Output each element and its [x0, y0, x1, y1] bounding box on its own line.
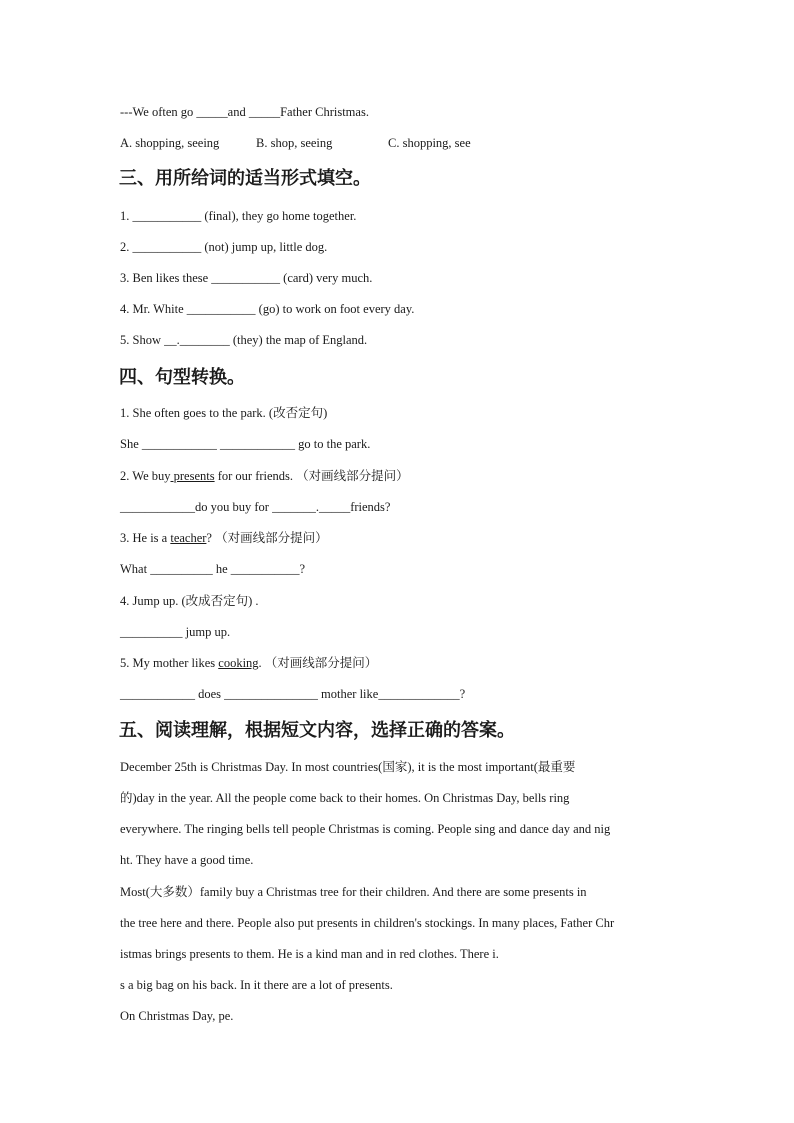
s4-q5-pre: 5. My mother likes	[120, 656, 219, 670]
passage-line: the tree here and there. People also put presents in children's stockings. In many places, Father Chr	[120, 916, 615, 930]
option-c: C. shopping, see	[388, 136, 471, 150]
s4-q5-post: . （对画线部分提问）	[258, 656, 378, 670]
s4-q1: 1. She often goes to the park. (改否定句)	[120, 406, 328, 420]
section-3-heading: 三、用所给词的适当形式填空。	[119, 168, 371, 189]
option-a: A. shopping, seeing	[120, 136, 220, 150]
option-b: B. shop, seeing	[256, 136, 333, 150]
section-4-heading: 四、句型转换。	[119, 367, 245, 388]
s4-q3-answer: What __________ he ___________?	[120, 562, 306, 576]
s4-q2-answer: ____________do you buy for _______._____friends?	[120, 500, 391, 514]
s4-q2	[120, 468, 409, 484]
s4-q2-post: for our friends. （对画线部分提问）	[214, 469, 409, 483]
s4-q4: 4. Jump up. (改成否定句) .	[120, 594, 259, 608]
s3-item-1: 1. ___________ (final), they go home together.	[120, 209, 357, 223]
passage-line: s a big bag on his back. In it there are a lot of presents.	[120, 978, 393, 992]
s4-q5-underlined: cooking	[218, 656, 259, 670]
s4-q2-underlined: presents	[170, 469, 215, 483]
passage-line: Most(大多数）family buy a Christmas tree for their children. And there are some presents in	[120, 885, 587, 899]
s3-item-2: 2. ___________ (not) jump up, little dog.	[120, 240, 328, 254]
passage-line: December 25th is Christmas Day. In most countries(国家), it is the most important(最重要	[120, 760, 576, 774]
s4-q4-answer: __________ jump up.	[120, 625, 231, 639]
passage-line: 的)day in the year. All the people come back to their homes. On Christmas Day, bells ring	[120, 791, 570, 805]
s4-q3-post: ? （对画线部分提问）	[206, 531, 328, 545]
question-line: ---We often go _____and _____Father Christmas.	[120, 105, 369, 119]
s4-q3-pre: 3. He is a	[120, 531, 171, 545]
options-line	[120, 135, 471, 151]
s4-q3-underlined: teacher	[170, 531, 207, 545]
s3-item-4: 4. Mr. White ___________ (go) to work on foot every day.	[120, 302, 415, 316]
s4-q1-answer: She ____________ ____________ go to the park.	[120, 437, 371, 451]
s4-q5-answer: ____________ does _______________ mother like_____________?	[120, 687, 466, 701]
passage-line: On Christmas Day, pe.	[120, 1009, 234, 1023]
s3-item-5: 5. Show __.________ (they) the map of England.	[120, 333, 368, 347]
s4-q5	[120, 655, 377, 671]
passage-line: istmas brings presents to them. He is a kind man and in red clothes. There i.	[120, 947, 499, 961]
passage-line: ht. They have a good time.	[120, 853, 254, 867]
passage-line: everywhere. The ringing bells tell people Christmas is coming. People sing and dance day and nig	[120, 822, 611, 836]
s3-item-3: 3. Ben likes these ___________ (card) very much.	[120, 271, 373, 285]
section-5-heading: 五、阅读理解，根据短文内容，选择正确的答案。	[119, 720, 515, 741]
s4-q2-pre: 2. We buy	[120, 469, 171, 483]
s4-q3	[120, 530, 328, 546]
